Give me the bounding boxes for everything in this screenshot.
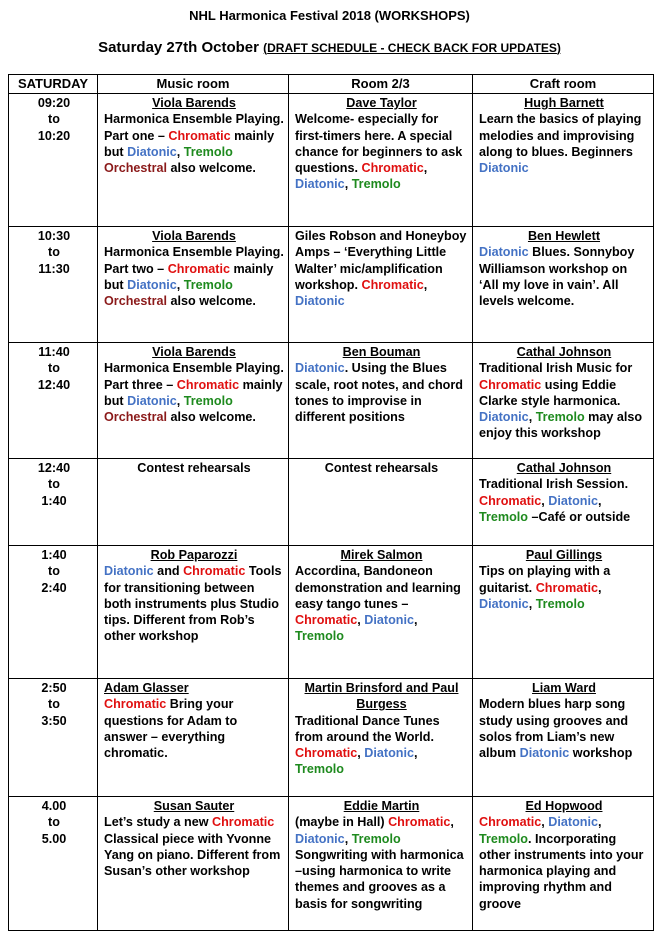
session-description: also welcome. (167, 161, 256, 176)
music-cell (98, 94, 289, 227)
harmonica-type-label: Tremolo (295, 762, 344, 777)
session-description: –Café or outside (528, 509, 631, 524)
harmonica-type-label: Tremolo (479, 831, 528, 846)
session-description: . Incorporating other instruments into your harmonica playing and improving rhythm and groove (479, 831, 644, 911)
page-title: NHL Harmonica Festival 2018 (WORKSHOPS) (189, 8, 470, 23)
presenter-name: Giles Robson and Honeyboy Amps – ‘Everything Little Walter’ mic/amplification workshop. (295, 229, 467, 292)
session-description: Modern blues harp song study using grooves and solos from Liam’s new album (479, 697, 629, 761)
harmonica-type-label: Diatonic (548, 815, 598, 830)
presenter-name: Viola Barends (152, 229, 236, 243)
music-cell (98, 227, 289, 343)
room23-cell (289, 679, 473, 797)
time-slot (9, 797, 98, 931)
harmonica-type-label: Orchestral (104, 410, 167, 425)
presenter-name: Viola Barends (152, 96, 236, 110)
time-slot-row (9, 343, 654, 459)
harmonica-type-label: Chromatic (361, 161, 424, 176)
header-craft-room: Craft room (473, 75, 654, 94)
time-line: to (48, 697, 60, 712)
session-description: Let’s study a new (104, 815, 213, 830)
harmonica-type-label: Chromatic (183, 564, 246, 579)
session-description: Traditional Irish Session. (479, 477, 629, 492)
time-slot-row (9, 94, 654, 227)
session-description: also welcome. (167, 294, 256, 309)
harmonica-type-label: Tremolo (535, 410, 585, 425)
harmonica-type-label: Diatonic (548, 493, 598, 508)
time-line: to (48, 361, 60, 376)
time-line: 2:40 (41, 580, 67, 595)
harmonica-type-label: Diatonic (295, 831, 345, 846)
room23-cell (289, 343, 473, 459)
time-slot (9, 679, 98, 797)
time-slot-row (9, 797, 654, 931)
music-cell (98, 546, 289, 679)
session-description: workshop (569, 746, 633, 761)
harmonica-type-label: Diatonic (127, 277, 177, 292)
harmonica-type-label: Tremolo (351, 177, 401, 192)
presenter-name: Rob Paparozzi (150, 548, 238, 562)
session-description: , (344, 177, 352, 192)
time-line: 10:30 (37, 229, 71, 243)
time-slot-row (9, 459, 654, 546)
schedule-table (8, 74, 654, 931)
session-description: , (176, 393, 184, 408)
presenter-name: Martin Brinsford and Paul Burgess (304, 681, 459, 712)
harmonica-type-label: Tremolo (183, 393, 233, 408)
session-description: , (357, 613, 365, 628)
harmonica-type-label: Chromatic (295, 613, 358, 628)
time-line: 11:30 (38, 261, 70, 276)
harmonica-type-label: Diatonic (295, 361, 345, 376)
time-line: to (48, 245, 60, 260)
harmonica-type-label: Diatonic (295, 294, 345, 309)
harmonica-type-label: Chromatic (167, 261, 230, 276)
time-slot (9, 94, 98, 227)
harmonica-type-label: Diatonic (479, 161, 529, 176)
time-slot-row (9, 679, 654, 797)
session-description: Welcome- especially for first-timers here. A special chance for beginners to ask questions. (295, 112, 463, 176)
time-line: 5.00 (41, 831, 67, 846)
room23-cell (289, 546, 473, 679)
session-description: Traditional Dance Tunes from around the World. (295, 713, 440, 744)
harmonica-type-label: Diatonic (127, 393, 177, 408)
time-line: 1:40 (41, 548, 67, 562)
presenter-name: Ben Hewlett (527, 229, 601, 243)
session-description: , (413, 746, 418, 761)
harmonica-type-label: Orchestral (104, 294, 167, 309)
session-description: , (597, 493, 602, 508)
header-row (9, 75, 654, 94)
session-description: , (423, 161, 428, 176)
session-description: mainly but (104, 377, 283, 408)
harmonica-type-label: Tremolo (535, 596, 585, 611)
harmonica-type-label: Chromatic (479, 815, 542, 830)
session-description: Harmonica Ensemble Playing. Part three – (104, 361, 284, 392)
schedule-date: Saturday 27th October (98, 39, 259, 56)
presenter-name: Ben Bouman (342, 345, 421, 359)
presenter-name: Cathal Johnson (516, 461, 612, 475)
time-line: 3:50 (41, 713, 67, 728)
craft-cell (473, 227, 654, 343)
craft-cell (473, 546, 654, 679)
session-description: , (413, 613, 418, 628)
harmonica-type-label: Chromatic (361, 277, 424, 292)
time-line: 10:20 (37, 128, 71, 143)
presenter-name: Hugh Barnett (524, 96, 604, 110)
session-description: Tools for transitioning between both instruments plus Studio tips. Different from Rob’s other workshop (104, 564, 282, 644)
room23-cell (289, 797, 473, 931)
presenter-name: Viola Barends (152, 345, 236, 359)
schedule-body (9, 94, 654, 931)
harmonica-type-label: Diatonic (479, 245, 529, 260)
presenter-name: Ed Hopwood (525, 799, 603, 813)
time-line: to (48, 815, 60, 830)
session-description: Classical piece with Yvonne Yang on piano. Different from Susan’s other workshop (104, 831, 281, 879)
room23-cell (289, 227, 473, 343)
session-description: , (176, 277, 184, 292)
harmonica-type-label: Chromatic (535, 580, 598, 595)
craft-cell (473, 797, 654, 931)
session-label: Contest rehearsals (137, 461, 251, 475)
session-description: , (541, 493, 549, 508)
harmonica-type-label: Chromatic (212, 815, 275, 830)
session-description: , (597, 580, 602, 595)
session-description: , (528, 410, 536, 425)
session-description: Blues. Sonnyboy Williamson workshop on ‘All my love in vain’. All levels welcome. (479, 245, 635, 309)
time-slot (9, 546, 98, 679)
session-description: , (357, 746, 365, 761)
harmonica-type-label: Chromatic (295, 746, 358, 761)
harmonica-type-label: Diatonic (127, 144, 177, 159)
session-description: Songwriting with harmonica –using harmonica to write themes and grooves as a basis for songwriting (295, 847, 464, 911)
harmonica-type-label: Diatonic (479, 410, 529, 425)
harmonica-type-label: Diatonic (519, 746, 570, 761)
time-line: 4.00 (41, 799, 67, 813)
time-slot-row (9, 546, 654, 679)
music-cell (98, 459, 289, 546)
presenter-name: Dave Taylor (346, 96, 417, 110)
session-description: Accordina, Bandoneon demonstration and learning easy tango tunes – (295, 564, 461, 611)
page-subtitle: Saturday 27th October (DRAFT SCHEDULE - CHECK BACK FOR UPDATES) (98, 39, 561, 56)
time-slot (9, 459, 98, 546)
craft-cell (473, 679, 654, 797)
session-description: , (450, 815, 454, 830)
time-line: to (48, 564, 60, 579)
time-line: 2:50 (41, 681, 67, 695)
room23-cell (289, 459, 473, 546)
session-description: . Using the Blues scale, root notes, and chord tones to improvise in different positions (295, 361, 463, 425)
craft-cell (473, 94, 654, 227)
time-line: to (48, 112, 60, 127)
session-description: mainly but (104, 261, 274, 292)
session-description: Learn the basics of playing melodies and improvising along to blues. Beginners (479, 112, 642, 159)
harmonica-type-label: Tremolo (183, 277, 233, 292)
session-description: Tips on playing with a guitarist. (479, 564, 611, 595)
harmonica-type-label: Chromatic (388, 815, 451, 830)
harmonica-type-label: Tremolo (183, 144, 233, 159)
session-description: mainly but (104, 128, 275, 159)
harmonica-type-label: Diatonic (104, 564, 154, 579)
harmonica-type-label: Orchestral (104, 161, 167, 176)
header-room-2-3: Room 2/3 (289, 75, 473, 94)
room23-cell (289, 94, 473, 227)
presenter-name: Mirek Salmon (340, 548, 423, 562)
harmonica-type-label: Diatonic (364, 613, 414, 628)
session-description: Harmonica Ensemble Playing. Part one – (104, 112, 284, 143)
session-description: , (423, 277, 428, 292)
session-label: Contest rehearsals (324, 461, 439, 475)
time-line: 09:20 (37, 96, 71, 110)
session-description: using Eddie Clarke style harmonica. (479, 377, 621, 408)
harmonica-type-label: Tremolo (295, 629, 344, 644)
time-slot (9, 227, 98, 343)
craft-cell (473, 459, 654, 546)
time-line: 1:40 (41, 493, 67, 508)
session-description: , (528, 596, 536, 611)
harmonica-type-label: Diatonic (364, 746, 414, 761)
presenter-name: Cathal Johnson (516, 345, 612, 359)
session-description: (maybe in Hall) (295, 815, 389, 830)
session-description: and (153, 564, 184, 579)
presenter-name: Liam Ward (532, 681, 596, 695)
session-description: , (176, 144, 184, 159)
time-line: 11:40 (38, 345, 70, 359)
harmonica-type-label: Chromatic (168, 128, 231, 143)
draft-notice: DRAFT SCHEDULE - CHECK BACK FOR UPDATES (267, 41, 557, 55)
harmonica-type-label: Chromatic (479, 493, 542, 508)
harmonica-type-label: Diatonic (479, 596, 529, 611)
harmonica-type-label: Tremolo (351, 831, 401, 846)
music-cell (98, 679, 289, 797)
session-description: Harmonica Ensemble Playing. Part two – (104, 245, 284, 276)
presenter-name: Adam Glasser (104, 681, 189, 695)
harmonica-type-label: Chromatic (176, 377, 240, 392)
header-music-room: Music room (98, 75, 289, 94)
session-description: also welcome. (167, 410, 256, 425)
harmonica-type-label: Chromatic (104, 697, 167, 712)
craft-cell (473, 343, 654, 459)
time-line: to (48, 477, 60, 492)
session-description: may also enjoy this workshop (479, 410, 643, 441)
time-line: 12:40 (37, 377, 71, 392)
presenter-name: Paul Gillings (525, 548, 603, 562)
session-description: , (597, 815, 602, 830)
time-line: 12:40 (37, 461, 71, 475)
music-cell (98, 343, 289, 459)
presenter-name: Eddie Martin (343, 799, 420, 813)
session-description: , (344, 831, 352, 846)
time-slot-row (9, 227, 654, 343)
session-description: , (541, 815, 549, 830)
music-cell (98, 797, 289, 931)
harmonica-type-label: Diatonic (295, 177, 345, 192)
harmonica-type-label: Tremolo (479, 509, 528, 524)
harmonica-type-label: Chromatic (479, 377, 542, 392)
session-description: Bring your questions for Adam to answer – everything chromatic. (104, 697, 238, 761)
presenter-name: Susan Sauter (153, 799, 235, 813)
time-slot (9, 343, 98, 459)
header-day: SATURDAY (9, 75, 98, 94)
session-description: Traditional Irish Music for (479, 361, 633, 376)
